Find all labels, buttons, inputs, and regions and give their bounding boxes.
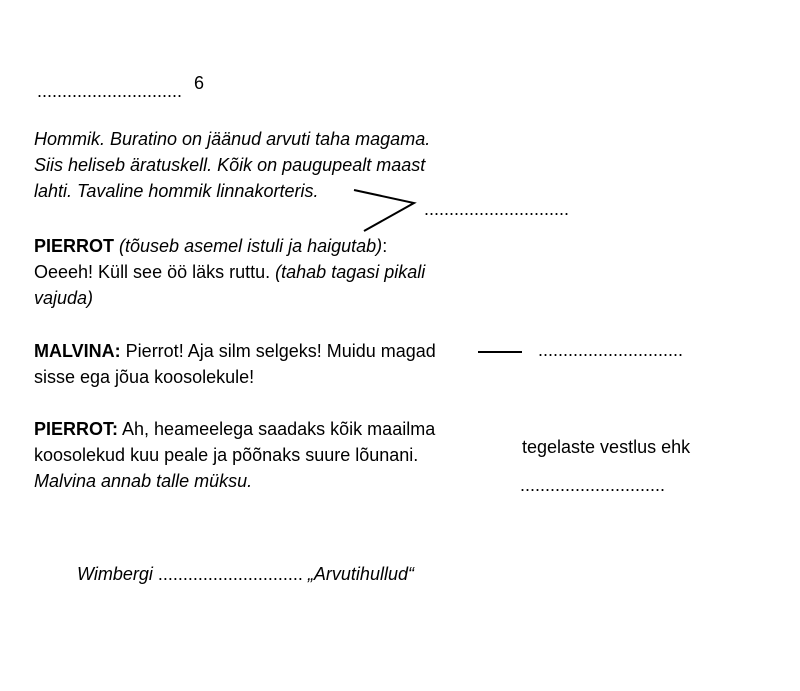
speaker-malvina: MALVINA: (34, 341, 121, 361)
dialogue-2-line-2: sisse ega jõua koosolekule! (34, 367, 255, 387)
source-blank: ............................. (157, 564, 303, 584)
stage-direction-line-2: Siis heliseb äratuskell. Kõik on paugupealt maast (34, 155, 426, 175)
dialogue-1-line-1 (34, 233, 387, 259)
task-blank (37, 78, 182, 104)
dialogue-1-text: Oeeeh! Küll see öö läks ruttu. (34, 262, 271, 282)
blank-right-1: ............................. (424, 199, 570, 219)
dialogue-1-line-2 (34, 259, 425, 285)
source-title: „Arvutihullud“ (307, 564, 414, 584)
dialogue-2-text-1: Pierrot! Aja silm selgeks! Muidu magad (125, 341, 436, 361)
right-label-blank: ............................. (520, 475, 666, 495)
task-number: 6 (194, 73, 205, 93)
task-blank-dots: ............................. (37, 81, 183, 101)
source-line (77, 561, 414, 587)
dialogue-3-line-1 (34, 416, 435, 442)
chevron-connector (354, 190, 414, 231)
dialogue-3-direction: Malvina annab talle müksu. (34, 471, 253, 491)
dialogue-1-direction-2a: (tahab tagasi pikali (275, 262, 426, 282)
right-label: tegelaste vestlus ehk (522, 437, 691, 457)
dialogue-1-line-3: vajuda) (34, 288, 94, 308)
dialogue-1-direction: (tõuseb asemel istuli ja haigutab) (119, 236, 383, 256)
dialogue-2-line-1 (34, 338, 436, 364)
source-author: Wimbergi (77, 564, 153, 584)
dialogue-1-colon: : (382, 236, 388, 256)
speaker-pierrot-2: PIERROT: (34, 419, 119, 439)
blank-right-2: ............................. (538, 340, 684, 360)
stage-direction-line-1: Hommik. Buratino on jäänud arvuti taha magama. (34, 129, 431, 149)
dialogue-3-text-1: Ah, heameelega saadaks kõik maailma (122, 419, 436, 439)
dialogue-3-line-2: koosolekud kuu peale ja põõnaks suure lõunani. (34, 445, 419, 465)
stage-direction-line-3: lahti. Tavaline hommik linnakorteris. (34, 181, 319, 201)
speaker-pierrot-1: PIERROT (34, 236, 115, 256)
